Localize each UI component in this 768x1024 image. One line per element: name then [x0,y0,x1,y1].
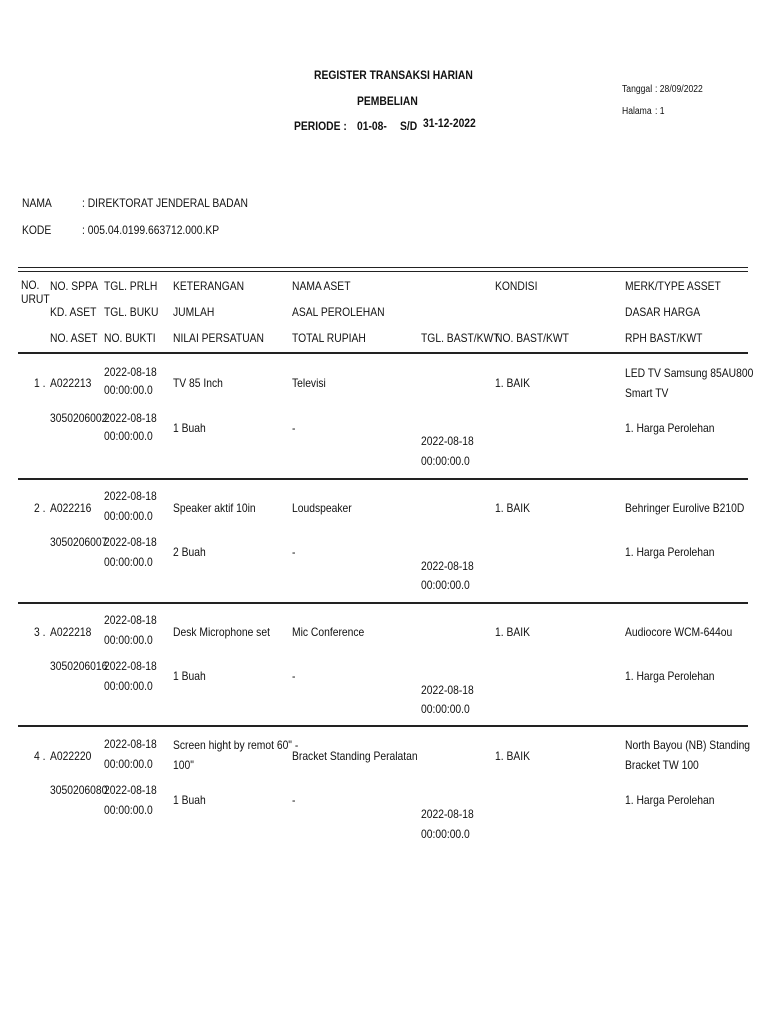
col-no-sppa: NO. SPPA [50,279,98,293]
kd-aset: 3050206007 [50,535,108,549]
asal-perolehan: - [292,421,296,435]
halaman-value: : 1 [655,106,665,117]
tgl-prlh-date: 2022-08-18 [104,489,157,503]
tgl-buku-date: 2022-08-18 [104,659,157,673]
keterangan: Speaker aktif 10in [173,501,256,515]
col-merk: MERK/TYPE ASSET [625,279,721,293]
jumlah: 1 Buah [173,793,206,807]
col-no-bukti: NO. BUKTI [104,331,156,345]
tgl-prlh-date: 2022-08-18 [104,365,157,379]
tanggal-label: Tanggal [622,84,653,95]
keterangan-line2: 100" [173,758,194,772]
tgl-bast-date: 2022-08-18 [421,807,474,821]
kode-value: : 005.04.0199.663712.000.KP [82,223,220,237]
dasar-harga: 1. Harga Perolehan [625,545,715,559]
kondisi: 1. BAIK [495,625,530,639]
col-no: NO. [21,278,40,292]
col-asal-perolehan: ASAL PEROLEHAN [292,305,385,319]
row-divider [18,725,748,727]
dasar-harga: 1. Harga Perolehan [625,421,715,435]
asal-perolehan: - [292,669,296,683]
report-subtitle: PEMBELIAN [357,94,418,108]
row-divider [18,602,748,604]
tgl-buku-time: 00:00:00.0 [104,555,153,569]
tgl-buku-time: 00:00:00.0 [104,803,153,817]
col-no-aset: NO. ASET [50,331,98,345]
tgl-bast-time: 00:00:00.0 [421,827,470,841]
tgl-bast-time: 00:00:00.0 [421,702,470,716]
row-number: 1 . [34,376,46,390]
kondisi: 1. BAIK [495,749,530,763]
merk-line1: Audiocore WCM-644ou [625,625,733,639]
col-no-bast: NO. BAST/KWT [495,331,569,345]
col-tgl-prlh: TGL. PRLH [104,279,158,293]
col-keterangan: KETERANGAN [173,279,245,293]
col-nama-aset: NAMA ASET [292,279,351,293]
nama-aset: Bracket Standing Peralatan [292,749,418,763]
keterangan: TV 85 Inch [173,376,223,390]
keterangan-line1: Screen hight by remot 60" - [173,738,299,752]
jumlah: 1 Buah [173,669,206,683]
col-jumlah: JUMLAH [173,305,215,319]
kondisi: 1. BAIK [495,376,530,390]
tgl-prlh-time: 00:00:00.0 [104,383,153,397]
jumlah: 1 Buah [173,421,206,435]
nama-label: NAMA [22,196,52,210]
tgl-buku-date: 2022-08-18 [104,535,157,549]
tgl-buku-date: 2022-08-18 [104,411,157,425]
col-total-rupiah: TOTAL RUPIAH [292,331,366,345]
tgl-prlh-date: 2022-08-18 [104,737,157,751]
tgl-bast-date: 2022-08-18 [421,683,474,697]
periode-sd: S/D [400,119,418,133]
periode-end: 31-12-2022 [423,116,476,130]
merk-line1: LED TV Samsung 85AU800 [625,366,754,380]
col-urut: URUT [21,292,50,306]
row-number: 4 . [34,749,46,763]
col-tgl-buku: TGL. BUKU [104,305,159,319]
nama-value: : DIREKTORAT JENDERAL BADAN [82,196,248,210]
halaman-label: Halama [622,106,652,117]
header-top-rule [18,267,748,272]
report-title: REGISTER TRANSAKSI HARIAN [314,68,473,82]
tgl-bast-date: 2022-08-18 [421,559,474,573]
jumlah: 2 Buah [173,545,206,559]
kode-label: KODE [22,223,52,237]
tgl-prlh-date: 2022-08-18 [104,613,157,627]
tgl-bast-time: 00:00:00.0 [421,454,470,468]
header-bottom-rule [18,352,748,354]
tgl-prlh-time: 00:00:00.0 [104,509,153,523]
no-sppa: A022220 [50,749,92,763]
kd-aset: 3050206080 [50,783,108,797]
row-divider [18,478,748,480]
tgl-buku-time: 00:00:00.0 [104,429,153,443]
col-nilai-persatuan: NILAI PERSATUAN [173,331,264,345]
keterangan: Desk Microphone set [173,625,270,639]
merk-line2: Bracket TW 100 [625,758,699,772]
tgl-prlh-time: 00:00:00.0 [104,633,153,647]
no-sppa: A022213 [50,376,92,390]
dasar-harga: 1. Harga Perolehan [625,793,715,807]
dasar-harga: 1. Harga Perolehan [625,669,715,683]
periode-start: 01-08- [357,119,387,133]
nama-aset: Televisi [292,376,326,390]
col-rph-bast: RPH BAST/KWT [625,331,703,345]
kondisi: 1. BAIK [495,501,530,515]
merk-line2: Smart TV [625,386,669,400]
col-kondisi: KONDISI [495,279,538,293]
asal-perolehan: - [292,545,296,559]
col-tgl-bast: TGL. BAST/KWT [421,331,500,345]
tgl-bast-date: 2022-08-18 [421,434,474,448]
nama-aset: Mic Conference [292,625,365,639]
kd-aset: 3050206016 [50,659,108,673]
no-sppa: A022218 [50,625,92,639]
col-kd-aset: KD. ASET [50,305,97,319]
no-sppa: A022216 [50,501,92,515]
tgl-prlh-time: 00:00:00.0 [104,757,153,771]
asal-perolehan: - [292,793,296,807]
col-dasar-harga: DASAR HARGA [625,305,701,319]
nama-aset: Loudspeaker [292,501,352,515]
tgl-buku-date: 2022-08-18 [104,783,157,797]
tanggal-value: : 28/09/2022 [655,84,703,95]
merk-line1: North Bayou (NB) Standing [625,738,751,752]
merk-line1: Behringer Eurolive B210D [625,501,745,515]
kd-aset: 3050206002 [50,411,108,425]
tgl-bast-time: 00:00:00.0 [421,578,470,592]
row-number: 2 . [34,501,46,515]
tgl-buku-time: 00:00:00.0 [104,679,153,693]
periode-label: PERIODE : [294,119,347,133]
row-number: 3 . [34,625,46,639]
